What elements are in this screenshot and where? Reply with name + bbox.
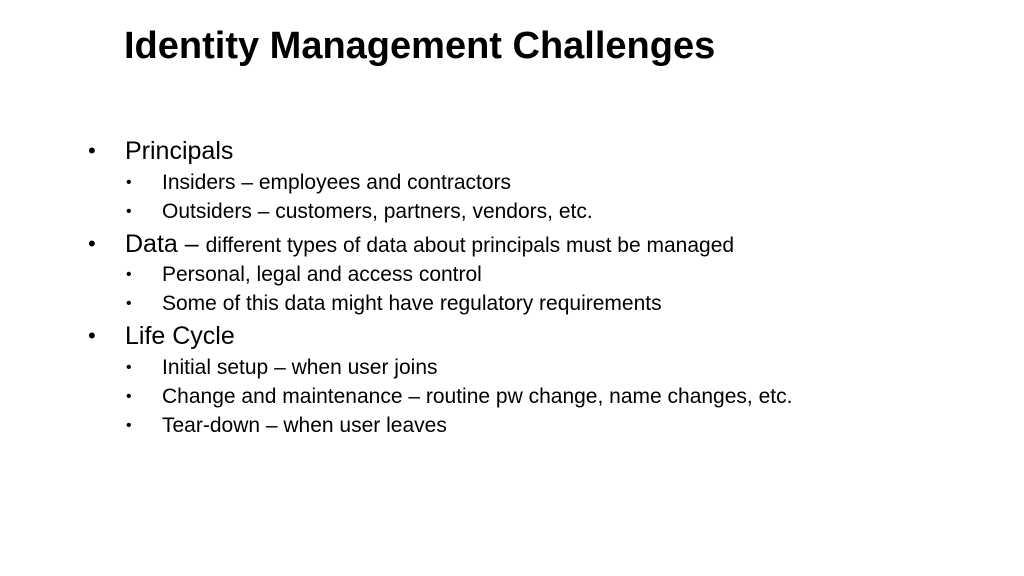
bullet-icon: • bbox=[126, 359, 132, 376]
bullet-icon: • bbox=[88, 138, 96, 163]
bullet-icon: • bbox=[126, 388, 132, 405]
sub-bullet-text: Tear-down – when user leaves bbox=[162, 414, 447, 437]
sub-bullet-text: Change and maintenance – routine pw change, name changes, etc. bbox=[162, 385, 793, 408]
sub-bullet-text: Initial setup – when user joins bbox=[162, 356, 438, 379]
bullet-detail: different types of data about principals must be managed bbox=[205, 234, 735, 257]
sub-bullet-insiders bbox=[126, 170, 512, 196]
bullet-icon: • bbox=[126, 266, 132, 283]
sub-bullet-text: Some of this data might have regulatory requirements bbox=[162, 292, 662, 315]
bullet-icon: • bbox=[88, 323, 96, 348]
sub-bullet-outsiders bbox=[126, 199, 593, 225]
sub-bullet-personal bbox=[126, 262, 482, 288]
bullet-icon: • bbox=[126, 174, 132, 191]
slide-title: Identity Management Challenges bbox=[124, 25, 716, 67]
sub-bullet-text: Outsiders – customers, partners, vendors, etc. bbox=[162, 200, 593, 223]
bullet-icon: • bbox=[88, 231, 96, 256]
sub-bullet-tear-down bbox=[126, 413, 447, 439]
bullet-label: Principals bbox=[125, 137, 234, 165]
sub-bullet-change-maintenance bbox=[126, 384, 793, 410]
bullet-icon: • bbox=[126, 295, 132, 312]
sub-bullet-text: Insiders – employees and contractors bbox=[162, 171, 512, 194]
sub-bullet-initial-setup bbox=[126, 355, 438, 381]
sub-bullet-text: Personal, legal and access control bbox=[162, 263, 482, 286]
bullet-principals bbox=[88, 136, 234, 166]
bullet-data bbox=[88, 229, 735, 261]
sub-bullet-regulatory bbox=[126, 291, 662, 317]
bullet-life-cycle bbox=[88, 321, 235, 351]
bullet-label: Life Cycle bbox=[125, 322, 235, 350]
bullet-icon: • bbox=[126, 203, 132, 220]
bullet-icon: • bbox=[126, 417, 132, 434]
bullet-label: Data – bbox=[125, 230, 199, 258]
